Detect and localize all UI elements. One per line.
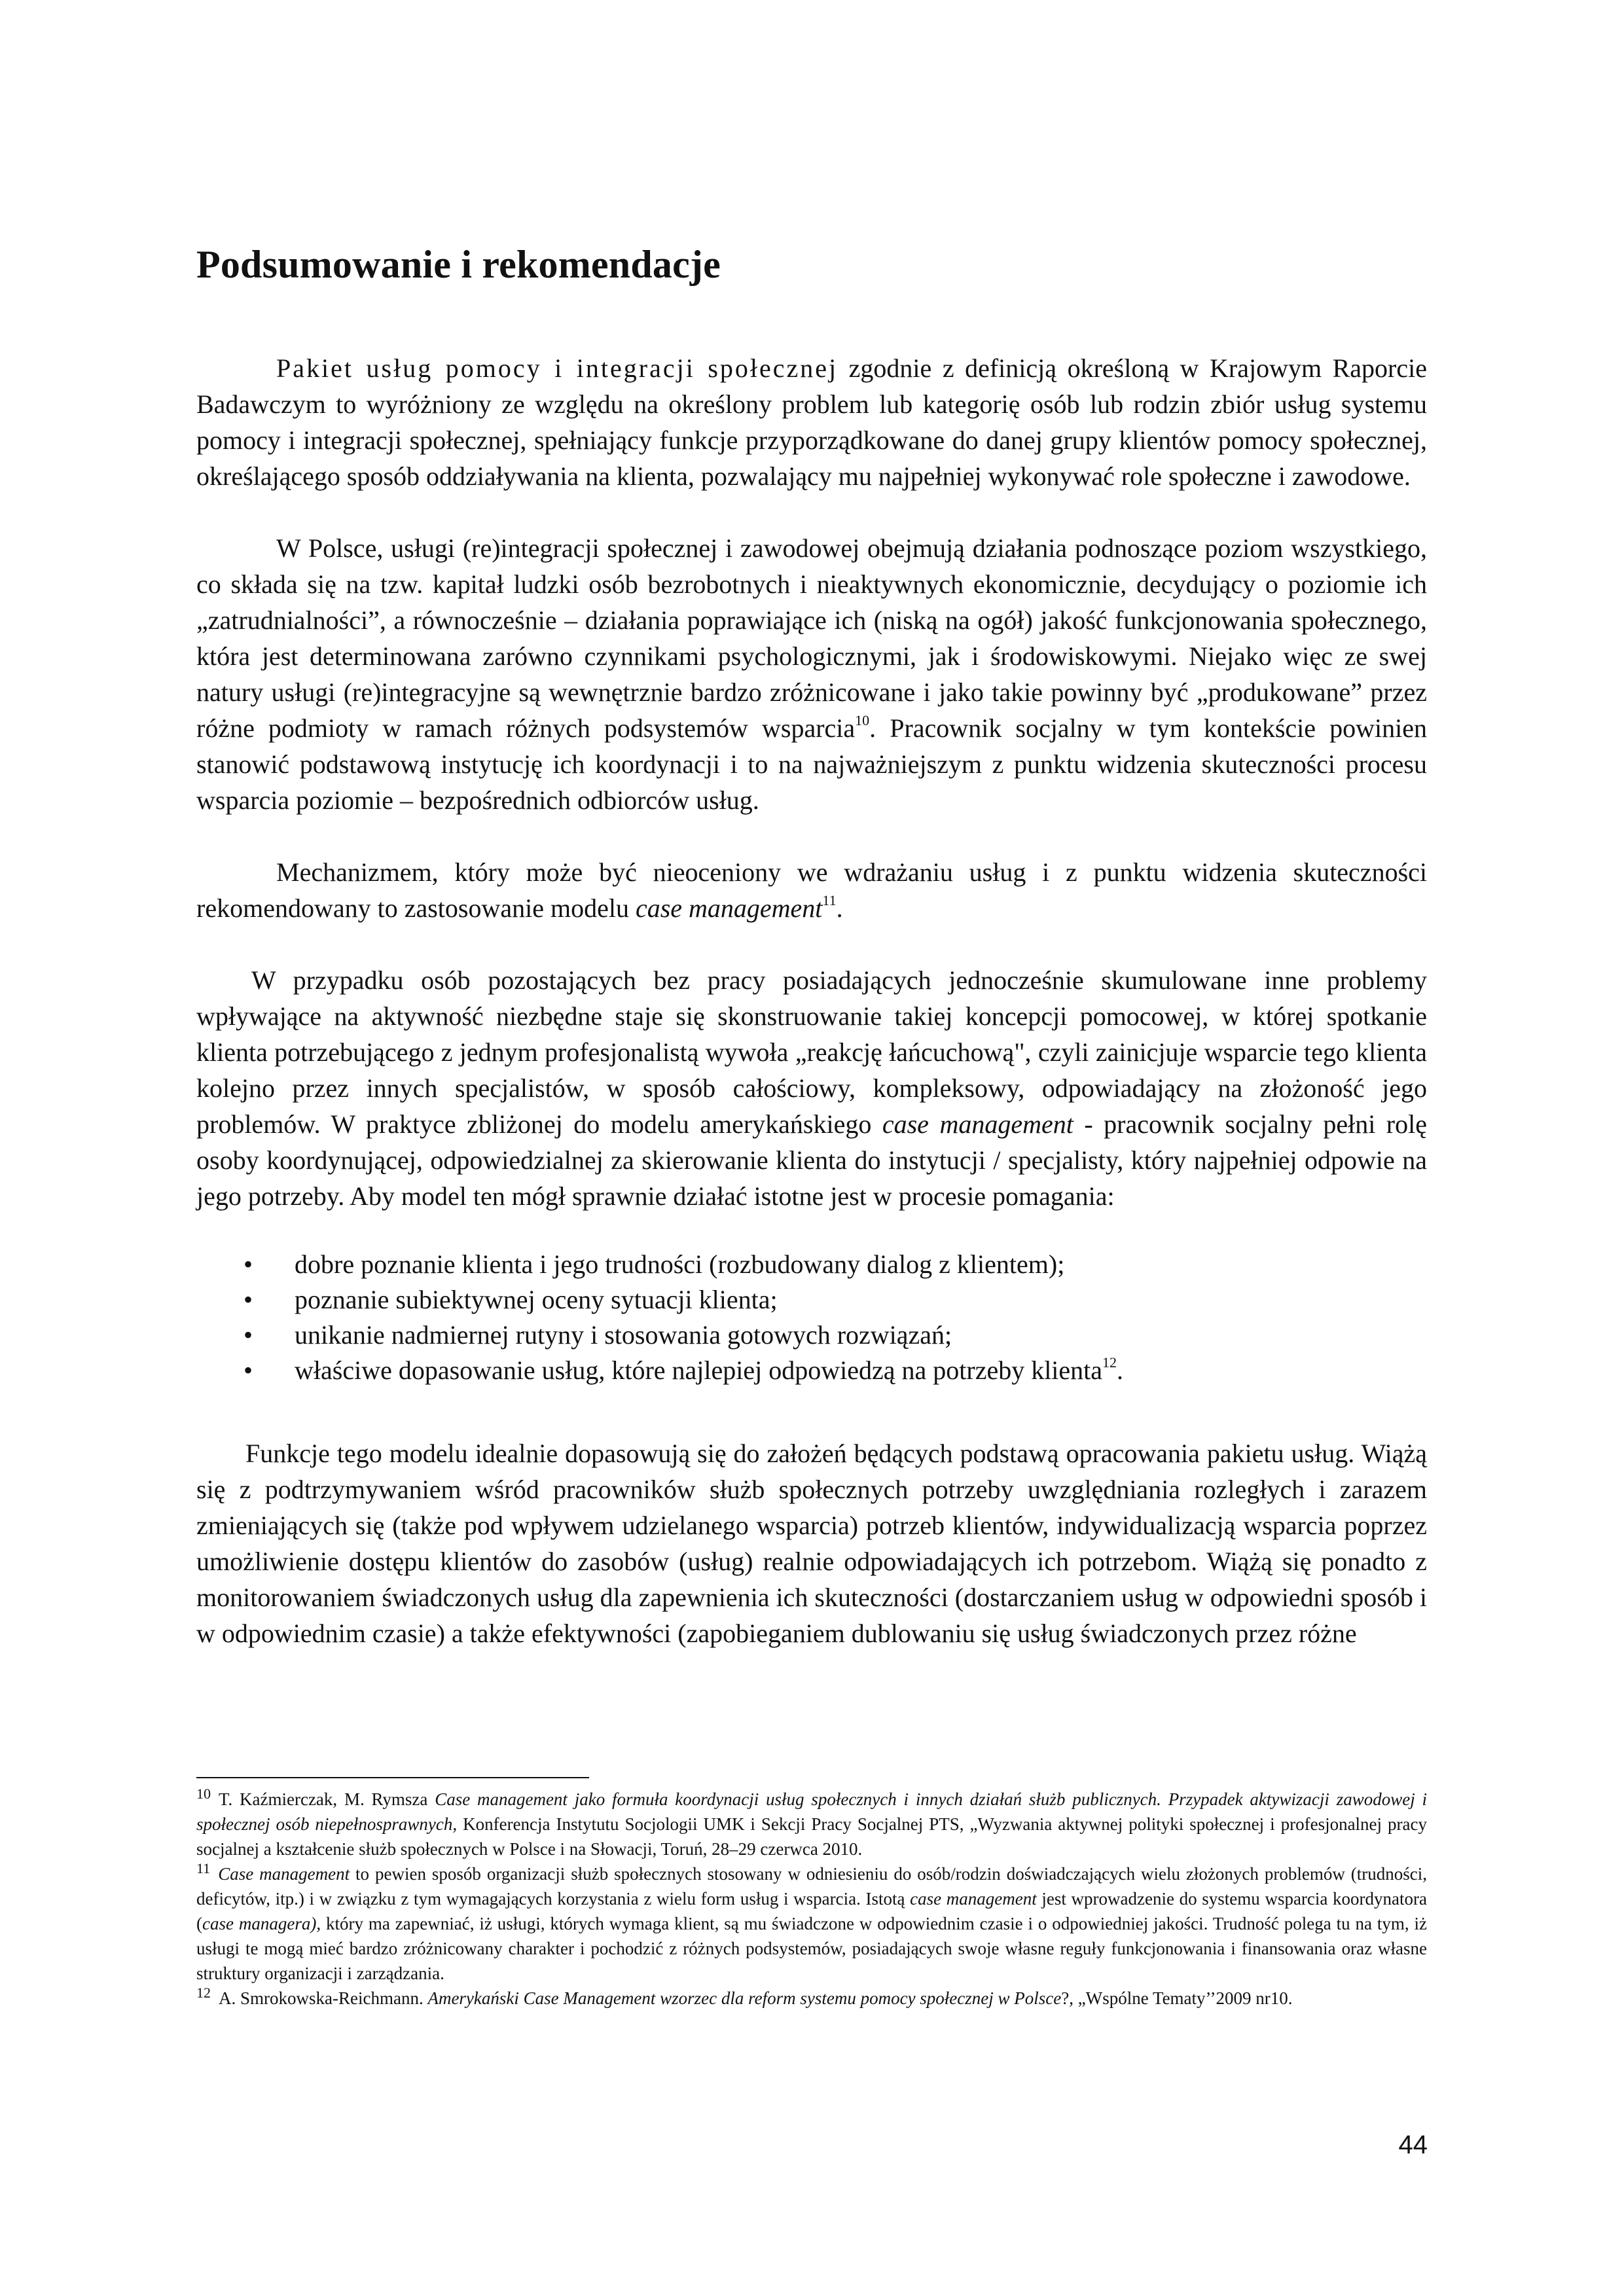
- paragraph-3-text-b: .: [836, 893, 843, 923]
- footnote-text: Konferencja Instytutu Socjologii UMK i Sekcji Pracy Socjalnej PTS, „Wyzwania aktywnej polityki społecznej i profesjonalnej pracy socjalnej a kształcenie służb społecznych w Polsce i na Słowacji, Toruń, 28–29 czerwca 2010.: [196, 1814, 1427, 1859]
- footnote-author: T. Kaźmierczak, M. Rymsza: [219, 1789, 435, 1809]
- footnote-text: jest wprowadzenie do systemu wsparcia koordynatora (: [196, 1889, 1427, 1933]
- footnote-text: który ma zapewniać, iż usługi, których wymaga klient, są mu świadczone w odpowiednim czasie i o odpowiedniej jakości. Trudność polega tu na tym, iż usługi te mogą mieć bardzo zróżnicowany charakter i pochodzić z różnych podsystemów, posiadających swoje własne reguły funkcjonowania i finansowania oraz własne struktury organizacji i zarządzania.: [196, 1914, 1427, 1983]
- bullet-item: [196, 1282, 1427, 1318]
- bullet-item-end: .: [1117, 1355, 1124, 1385]
- footnote-italic-term: Case management: [218, 1864, 350, 1884]
- footnote-number: 10: [196, 1785, 211, 1802]
- bullet-dot-icon: •: [244, 1249, 253, 1279]
- bullet-dot-icon: •: [244, 1355, 253, 1385]
- paragraph-4-italic-term: case management: [882, 1109, 1074, 1139]
- paragraph-1-spaced-lead: Pakiet usług pomocy i integracji społecznej: [276, 353, 839, 383]
- footnote-11: [196, 1861, 1427, 1986]
- section-heading: Podsumowanie i rekomendacje: [196, 243, 721, 286]
- paragraph-2: [196, 530, 1427, 818]
- bullet-item-text: unikanie nadmiernej rutyny i stosowania gotowych rozwiązań;: [295, 1320, 952, 1350]
- footnote-number: 12: [196, 1984, 211, 2001]
- bullet-item: [196, 1353, 1427, 1388]
- footnote-separator: [196, 1777, 589, 1778]
- paragraph-2-text-b: . Pracownik socjalny w tym kontekście powinien stanowić podstawową instytucję ich koordynacji i to na najważniejszym z punktu widzenia skuteczności procesu wsparcia poziomie – bezpośrednich odbiorców usług.: [196, 713, 1427, 815]
- bullet-item: [196, 1247, 1427, 1282]
- paragraph-3-italic-term: case management: [635, 893, 823, 923]
- paragraph-3-text-a: Mechanizmem, który może być nieoceniony we wdrażaniu usług i z punktu widzenia skuteczności rekomendowany to zastosowanie modelu: [196, 857, 1427, 923]
- bullet-dot-icon: •: [244, 1320, 253, 1350]
- bullet-list: [196, 1247, 1427, 1388]
- page-number: 44: [1398, 2130, 1428, 2159]
- paragraph-4: [196, 962, 1427, 1214]
- footnote-author: A. Smrokowska-Reichmann.: [219, 1988, 428, 2008]
- paragraph-1-text: zgodnie z definicją określoną w Krajowym Raporcie Badawczym to wyróżniony ze względu na określony problem lub kategorię osób lub rodzin zbiór usług systemu pomocy i integracji społecznej, spełniający funkcje przyporządkowane do danej grupy klientów pomocy społecznej, określającego sposób oddziaływania na klienta, pozwalający mu najpełniej wykonywać role społeczne i zawodowe.: [196, 353, 1427, 491]
- footnote-ref-11[interactable]: 11: [822, 892, 837, 908]
- bullet-dot-icon: •: [244, 1285, 253, 1314]
- footnote-text: to pewien sposób organizacji służb społecznych stosowany w odniesieniu do osób/rodzin doświadczających wielu złożonych problemów (trudności, deficytów, itp.) i w związku z tym wymagających korzystania z wielu form usług i wsparcia. Istotą: [196, 1864, 1427, 1909]
- footnote-12: [196, 1986, 1427, 2011]
- bullet-item-text: dobre poznanie klienta i jego trudności (rozbudowany dialog z klientem);: [295, 1249, 1065, 1279]
- footnote-italic-term: case management: [910, 1889, 1037, 1909]
- footnote-ref-12[interactable]: 12: [1102, 1354, 1117, 1371]
- paragraph-2-text-a: W Polsce, usługi (re)integracji społecznej i zawodowej obejmują działania podnoszące poziom wszystkiego, co składa się na tzw. kapitał ludzki osób bezrobotnych i nieaktywnych ekonomicznie, decydujący o poziomie ich „zatrudnialności”, a równocześnie – działania poprawiające ich (niską na ogół) jakość funkcjonowania społecznego, która jest determinowana zarówno czynnikami psychologicznymi, jak i środowiskowymi. Niejako więc ze swej natury usługi (re)integracyjne są wewnętrznie bardzo zróżnicowane i jako takie powinny być „produkowane” przez różne podmioty w ramach różnych podsystemów wsparcia: [196, 533, 1427, 743]
- footnote-title: Amerykański Case Management wzorzec dla reform systemu pomocy społecznej w Polsce: [427, 1988, 1062, 2008]
- paragraph-5: Funkcje tego modelu idealnie dopasowują się do założeń będących podstawą opracowania pakietu usług. Wiążą się z podtrzymywaniem wśród pracowników służb społecznych potrzeby uwzględniania rozległych i zarazem zmieniających się (także pod wpływem udzielanego wsparcia) potrzeb klientów, indywidualizacją wsparcia poprzez umożliwienie dostępu klientów do zasobów (usług) realnie odpowiadających ich potrzebom. Wiążą się ponadto z monitorowaniem świadczonych usług dla zapewnienia ich skuteczności (dostarczaniem usług w odpowiedni sposób i w odpowiednim czasie) a także efektywności (zapobieganiem dublowaniu się usług świadczonych przez różne: [196, 1439, 1427, 1648]
- bullet-item-text: właściwe dopasowanie usług, które najlepiej odpowiedzą na potrzeby klienta: [295, 1355, 1103, 1385]
- body-text: [196, 350, 1427, 1687]
- footnotes: [196, 1787, 1427, 2011]
- footnote-title: Case management jako formuła koordynacji usług społecznych i innych działań służb publicznych. Przypadek aktywizacji zawodowej i społecznej osób niepełnosprawnych,: [196, 1789, 1427, 1834]
- paragraph-1: [196, 350, 1427, 494]
- footnote-number: 11: [196, 1860, 211, 1876]
- footnote-10: [196, 1787, 1427, 1861]
- bullet-item: [196, 1318, 1427, 1353]
- bullet-item-text: poznanie subiektywnej oceny sytuacji klienta;: [295, 1285, 778, 1314]
- footnote-italic-term: case managera),: [202, 1914, 321, 1933]
- footnote-text: ?, „Wspólne Tematy’’2009 nr10.: [1061, 1988, 1293, 2008]
- paragraph-4-text-b: - pracownik socjalny pełni rolę osoby koordynującej, odpowiedzialnej za skierowanie klienta do instytucji / specjalisty, który najpełniej odpowie na jego potrzeby. Aby model ten mógł sprawnie działać istotne jest w procesie pomagania:: [196, 1109, 1427, 1211]
- paragraph-4-text-a: W przypadku osób pozostających bez pracy posiadających jednocześnie skumulowane inne problemy wpływające na aktywność niezbędne staje się skonstruowanie takiej koncepcji pomocowej, w której spotkanie klienta potrzebującego z jednym profesjonalistą wywoła „reakcję łańcuchową", czyli zainicjuje wsparcie tego klienta kolejno przez innych specjalistów, w sposób całościowy, kompleksowy, odpowiadający na złożoność jego problemów. W praktyce zbliżonej do modelu amerykańskiego: [196, 965, 1427, 1139]
- paragraph-3: [196, 854, 1427, 926]
- footnote-ref-10[interactable]: 10: [855, 712, 870, 728]
